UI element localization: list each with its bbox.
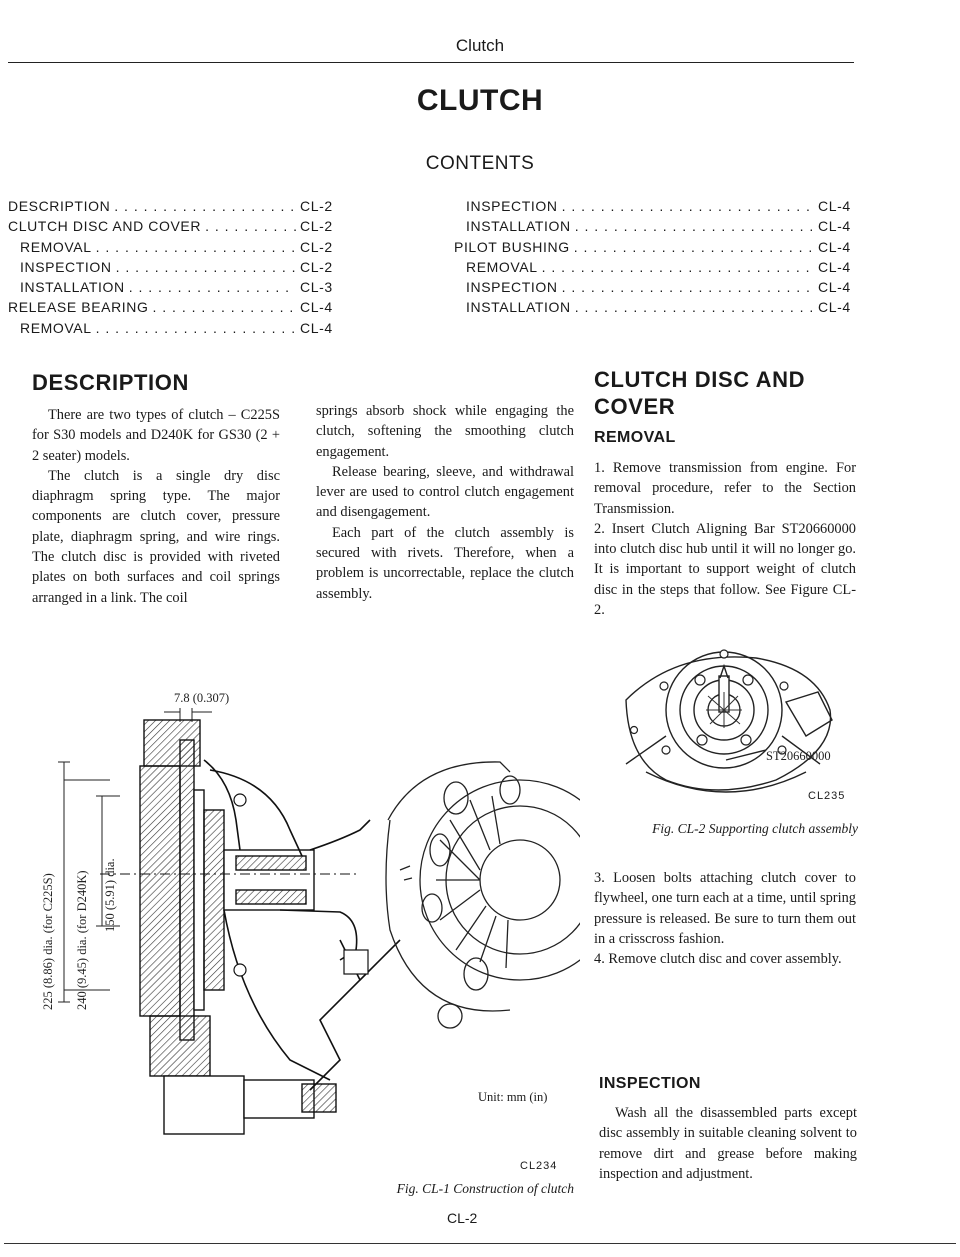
- description-column-2: [316, 401, 574, 604]
- paragraph: Each part of the clutch assembly is secured with rivets. Therefore, when a problem is uncorrectable, replace the clutch assembly.: [316, 524, 574, 602]
- toc-entry-page: CL-4: [818, 279, 851, 296]
- toc-entry-page: CL-4: [818, 218, 851, 235]
- contents-title: CONTENTS: [425, 153, 535, 174]
- step: 2. Insert Clutch Aligning Bar ST20660000 into clutch disc hub until it will no longer go. It is important to support weight of clutch disc in the steps that follow. See Figure CL-2.: [594, 520, 856, 619]
- toc-entry: [8, 239, 336, 259]
- figure-cl2-code: CL235: [808, 790, 846, 802]
- toc-entry-label: REMOVAL: [466, 258, 538, 275]
- figure-cl1-caption: Fig. CL-1 Construction of clutch: [396, 1181, 574, 1196]
- removal-steps: [594, 458, 856, 620]
- toc-entry: [454, 259, 854, 279]
- toc-entry: [454, 218, 854, 238]
- step: 1. Remove transmission from engine. For removal procedure, refer to the Section Transmission.: [594, 460, 856, 517]
- toc-leader-dots: [562, 279, 814, 295]
- figure-cl1-illustration: [40, 680, 580, 1150]
- toc-entry-label: INSTALLATION: [466, 299, 571, 316]
- paragraph: There are two types of clutch – C225S for S30 models and D240K for GS30 (2 + 2 seater) models.: [32, 407, 280, 464]
- toc-leader-dots: [116, 259, 296, 275]
- toc-entry-label: REMOVAL: [20, 238, 92, 255]
- figure-cl2-tool-label: ST20660000: [766, 749, 831, 763]
- toc-entry-label: DESCRIPTION: [8, 198, 111, 214]
- toc-entry-label: REMOVAL: [20, 319, 92, 336]
- toc-leader-dots: [153, 299, 297, 315]
- page-title: CLUTCH: [416, 84, 544, 117]
- toc-entry-page: CL-4: [818, 258, 851, 275]
- toc-entry: [8, 198, 336, 218]
- toc-entry: [454, 198, 854, 218]
- toc-entry-page: CL-2: [300, 218, 333, 235]
- toc-entry-label: INSTALLATION: [20, 279, 125, 296]
- toc-left-column: [8, 198, 336, 340]
- toc-entry-label: RELEASE BEARING: [8, 299, 149, 316]
- toc-entry-page: CL-3: [300, 279, 333, 296]
- toc-leader-dots: [574, 239, 814, 255]
- toc-entry-label: PILOT BUSHING: [454, 238, 570, 255]
- toc-entry-page: CL-4: [300, 299, 333, 316]
- toc-leader-dots: [205, 218, 296, 234]
- toc-entry: [8, 259, 336, 279]
- toc-leader-dots: [114, 198, 296, 214]
- toc-leader-dots: [96, 239, 296, 255]
- toc-leader-dots: [575, 218, 814, 234]
- paragraph: Release bearing, sleeve, and withdrawal lever are used to control clutch engagement and disengagement.: [316, 463, 574, 521]
- running-head: Clutch: [455, 36, 505, 55]
- toc-entry: [8, 320, 336, 340]
- toc-entry-page: CL-2: [300, 258, 333, 275]
- page-number: CL-2: [447, 1210, 478, 1226]
- step: 4. Remove clutch disc and cover assembly.: [594, 951, 842, 968]
- toc-entry-label: INSTALLATION: [466, 218, 571, 235]
- toc-entry-page: CL-2: [300, 198, 333, 214]
- figure-cl1-dim-outer-2: 240 (9.45) dia. (for D240K): [75, 870, 89, 1010]
- description-heading: DESCRIPTION: [32, 370, 189, 395]
- paragraph: Wash all the disassembled parts except disc assembly in suitable cleaning solvent to remove dirt and grease before making inspection and adjustment.: [599, 1105, 857, 1182]
- inspection-text: [599, 1103, 857, 1184]
- figure-cl1-code: CL234: [520, 1160, 558, 1172]
- toc-entry: [454, 299, 854, 319]
- clutch-disc-heading: CLUTCH DISC AND COVER: [594, 367, 806, 419]
- toc-entry: [454, 279, 854, 299]
- toc-entry-label: INSPECTION: [466, 279, 558, 296]
- toc-entry-page: CL-4: [818, 299, 851, 316]
- figure-cl1-dim-inner: 150 (5.91) dia.: [103, 858, 117, 932]
- removal-steps-continued: [594, 868, 856, 969]
- step: 3. Loosen bolts attaching clutch cover to flywheel, one turn each at a time, until spring pressure is released. Be sure to turn them out in a crisscross fashion.: [594, 870, 856, 947]
- toc-leader-dots: [575, 299, 814, 315]
- toc-leader-dots: [542, 259, 814, 275]
- toc-leader-dots: [96, 320, 296, 336]
- toc-entry: [454, 239, 854, 259]
- toc-entry-page: CL-4: [818, 238, 851, 255]
- paragraph: The clutch is a single dry disc diaphragm spring type. The major components are clutch cover, pressure plate, diaphragm spring, and wire rings. The clutch disc is provided with riveted plates on both surfaces and coil springs arranged in a link. The coil: [32, 467, 280, 606]
- toc-entry-page: CL-2: [300, 238, 333, 255]
- toc-right-column: [454, 198, 854, 320]
- figure-cl1-unit: Unit: mm (in): [478, 1090, 548, 1104]
- description-column-1: [32, 405, 280, 608]
- header-rule: [8, 62, 854, 63]
- toc-leader-dots: [129, 279, 296, 295]
- toc-entry-page: CL-4: [300, 319, 333, 336]
- figure-cl2-caption: Fig. CL-2 Supporting clutch assembly: [652, 821, 858, 836]
- figure-cl1-dim-outer-1: 225 (8.86) dia. (for C225S): [41, 873, 55, 1010]
- toc-entry: [8, 299, 336, 319]
- toc-leader-dots: [562, 198, 814, 214]
- paragraph: springs absorb shock while engaging the clutch, softening the smoothing clutch engagement.: [316, 403, 574, 460]
- toc-entry: [8, 279, 336, 299]
- toc-entry-label: CLUTCH DISC AND COVER: [8, 218, 202, 235]
- figure-cl1-dim-top: 7.8 (0.307): [174, 691, 230, 705]
- footer-rule: [4, 1243, 956, 1244]
- removal-heading: REMOVAL: [594, 429, 676, 446]
- figure-cl2-illustration: [606, 640, 856, 810]
- toc-entry-label: INSPECTION: [466, 198, 558, 214]
- toc-entry: [8, 218, 336, 238]
- toc-entry-label: INSPECTION: [20, 258, 112, 275]
- toc-entry-page: CL-4: [818, 198, 851, 214]
- inspection-heading: INSPECTION: [599, 1075, 701, 1092]
